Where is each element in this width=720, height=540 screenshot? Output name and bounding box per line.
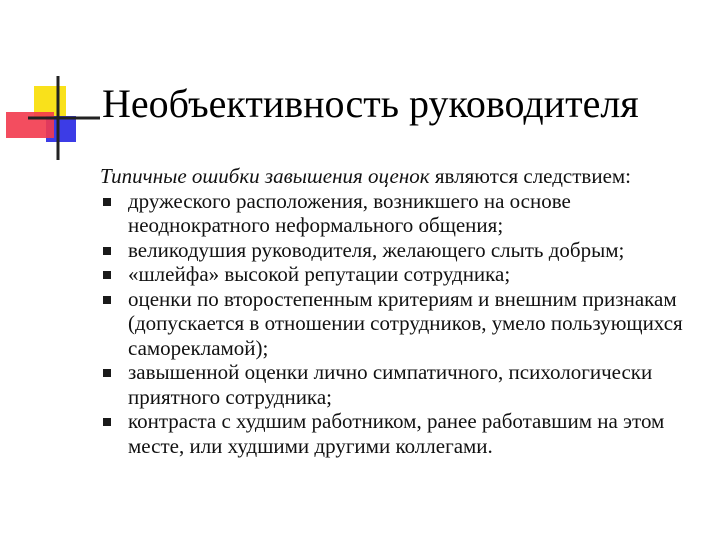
bullet-item [100, 287, 712, 361]
square-bullet-icon [103, 198, 111, 206]
bullet-text: контраста с худшим работником, ранее работавшим на этом месте, или худшими другими коллегами. [128, 409, 665, 458]
bullet-item [100, 409, 712, 458]
bullet-item [100, 238, 712, 263]
bullet-item [100, 360, 712, 409]
bullet-text: оценки по второстепенным критериям и внешним признакам (допускается в отношении сотрудников, умело пользующихся саморекламой); [128, 286, 683, 360]
slide-title: Необъективность руководителя [102, 81, 639, 126]
bullet-item [100, 262, 712, 287]
bullet-text: завышенной оценки лично симпатичного, психологически приятного сотрудника; [128, 360, 653, 409]
square-bullet-icon [103, 296, 111, 304]
intro-regular-text: являются следствием: [429, 164, 632, 188]
square-bullet-icon [103, 418, 111, 426]
square-bullet-icon [103, 271, 111, 279]
bullet-list [100, 189, 712, 459]
bullet-text: дружеского расположения, возникшего на основе неоднократного неформального общения; [128, 188, 571, 237]
square-bullet-icon [103, 369, 111, 377]
bullet-item [100, 189, 712, 238]
slide-body [100, 164, 712, 458]
square-bullet-icon [103, 247, 111, 255]
bullet-text: великодушия руководителя, желающего слыть добрым; [128, 237, 625, 262]
intro-paragraph [100, 164, 712, 189]
bullet-text: «шлейфа» высокой репутации сотрудника; [128, 262, 511, 286]
intro-italic-text: Типичные ошибки завышения оценок [100, 164, 430, 188]
decorative-logo-graphic [0, 0, 100, 170]
logo-red-square [6, 112, 54, 138]
